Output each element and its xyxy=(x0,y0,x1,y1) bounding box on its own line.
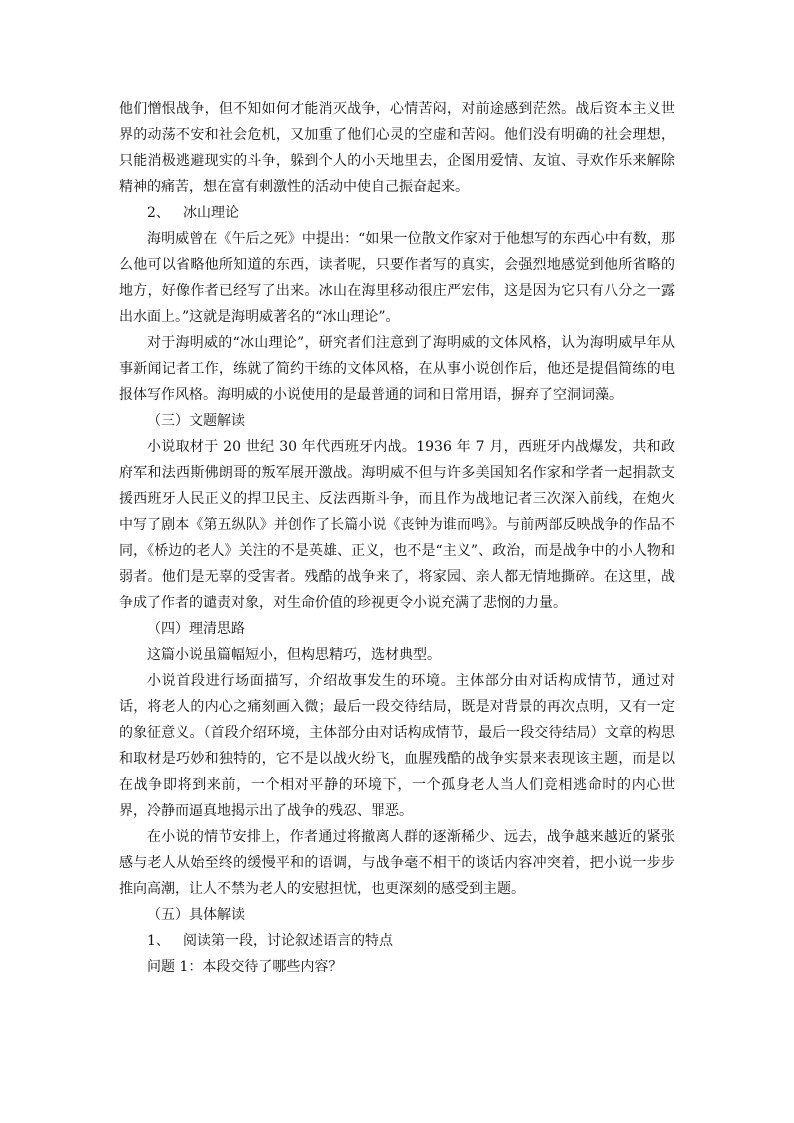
subsection-number: 1、 xyxy=(147,933,170,949)
paragraph-background: 小说取材于 20 世纪 30 年代西班牙内战。1936 年 7 月，西班牙内战爆发，共和政府军和法西斯佛朗哥的叛军展开激战。海明威不但与许多美国知名作家和学者一起捐款支援西班牙人民正义的捍卫民主、反法西斯斗争，而且作为战地记者三次深入前线，在炮火中写了剧本《第五纵队》并创作了长篇小说《丧钟为谁而鸣》。与前两部反映战争的作品不同，《桥边的老人》关注的不是英雄、正义，也不是“主义”、政治，而是战争中的小人物和弱者。他们是无辜的受害者。残酷的战争来了，将家园、亲人都无情地撕碎。在这里，战争成了作者的谴责对象，对生命价值的珍视更令小说充满了悲悯的力量。 xyxy=(119,439,675,611)
document-page xyxy=(119,96,675,980)
paragraph-structure-detail: 小说首段进行场面描写，介绍故事发生的环境。主体部分由对话构成情节，通过对话，将老人的内心之痛刻画入微；最后一段交待结局，既是对背景的再次点明，又有一定的象征意义。（首段介绍环境，主体部分由对话构成情节，最后一段交待结局）文章的构思和取材是巧妙和独特的，它不是以战火纷飞，血腥残酷的战争实景来表现该主题，而是以在战争即将到来前，一个相对平静的环境下，一个孤身老人当人们竞相逃命时的内心世界，冷静而逼真地揭示出了战争的残忍、罪恶。 xyxy=(119,673,675,819)
subsection-heading-first-paragraph xyxy=(119,928,675,954)
paragraph-style: 对于海明威的“冰山理论”，研究者们注意到了海明威的文体风格，认为海明威早年从事新闻记者工作，练就了简约干练的文体风格，在从事小说创作后，他还是提倡简练的电报体写作风格。海明威的小说使用的是最普通的词和日常用语，摒弃了空洞词藻。 xyxy=(119,335,675,403)
section-heading-title-reading: （三）文题解读 xyxy=(147,413,245,429)
section-heading-iceberg-theory xyxy=(119,200,675,226)
paragraph-plot-arrangement: 在小说的情节安排上，作者通过将撤离人群的逐渐稀少、远去，战争越来越近的紧张感与老人从始至终的缓慢平和的语调，与战争毫不相干的谈话内容冲突着，把小说一步步推向高潮，让人不禁为老人的安慰担忧，也更深刻的感受到主题。 xyxy=(119,829,675,897)
section-number: 2、 xyxy=(147,205,170,221)
paragraph-war-generation: 他们憎恨战争，但不知如何才能消灭战争，心情苦闷，对前途感到茫然。战后资本主义世界的动荡不安和社会危机，又加重了他们心灵的空虚和苦闷。他们没有明确的社会理想，只能消极逃避现实的斗争，躲到个人的小天地里去，企图用爱情、友谊、寻欢作乐来解除精神的痛苦，想在富有刺激性的活动中使自己振奋起来。 xyxy=(119,101,675,195)
paragraph-iceberg-quote: 海明威曾在《午后之死》中提出：“如果一位散文作家对于他想写的东西心中有数，那么他可以省略他所知道的东西，读者呢，只要作者写的真实，会强烈地感觉到他所省略的地方，好像作者已经写了出来。冰山在海里移动很庄严宏伟，这是因为它只有八分之一露出水面上。”这就是海明威著名的“冰山理论”。 xyxy=(119,231,675,325)
section-heading-structure: （四）理清思路 xyxy=(147,621,245,637)
paragraph-structure-intro: 这篇小说虽篇幅短小，但构思精巧，选材典型。 xyxy=(147,647,441,663)
section-heading-detailed-reading: （五）具体解读 xyxy=(147,907,245,923)
subsection-title: 阅读第一段，讨论叙述语言的特点 xyxy=(183,933,393,949)
question-1: 问题 1：本段交待了哪些内容？ xyxy=(147,959,343,975)
section-title: 冰山理论 xyxy=(183,205,239,221)
